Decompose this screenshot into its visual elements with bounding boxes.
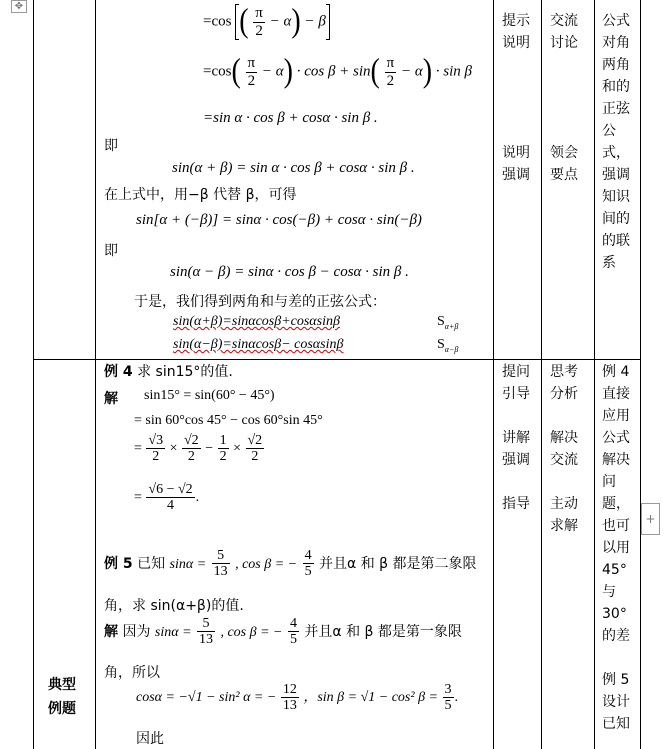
column-line — [502, 471, 530, 493]
column-line: 45° — [602, 562, 627, 578]
column-line — [550, 76, 578, 98]
column-line: 指导 — [502, 496, 530, 512]
equation-line-2: =cos( $\frac{\pi}{2}$ − α) · cos β + sin( $\frac{\pi}{2}$ − α) · sin β — [203, 52, 473, 90]
example-4-heading: 例 4 求 sin15°的值. — [104, 364, 233, 380]
column-line: 思考 — [550, 364, 578, 380]
column-line: 提问 — [502, 364, 530, 380]
column-line: 的差 — [602, 628, 630, 644]
sum-label: $S_{\alpha+\beta}$ — [437, 314, 459, 331]
table-border-left — [33, 0, 34, 749]
add-column-button[interactable]: + — [641, 503, 660, 535]
ji-label-2: 即 — [104, 243, 118, 259]
diff-label: $S_{\alpha-\beta}$ — [437, 337, 459, 354]
solution-4-line-4: = $\frac{√6 - √2}{4}$ . — [134, 482, 200, 514]
column-line: 正弦 — [602, 101, 630, 117]
column-line — [502, 54, 530, 76]
column-line: 领会 — [550, 145, 578, 161]
column-line — [550, 54, 578, 76]
column-line: 说明 — [502, 35, 530, 51]
example-5-line-2: 角，求 sin(α+β)的值. — [104, 598, 244, 614]
column-line: 交流 — [550, 452, 578, 468]
column-line: 公式 — [602, 430, 630, 446]
solution-5-line-3: cosα = −√1 − sin² α = − $\frac{12}{13}$ ，sin β = √1 − cos² β = $\frac{3}{5}$ . — [136, 682, 458, 714]
column-line: 强调 — [502, 167, 530, 183]
table-border-right — [640, 0, 641, 749]
column-divider-2 — [493, 0, 494, 749]
solution-5-line-1: 解 因为 sinα = $\frac{5}{13}$ , cos β = − $\frac{4}{5}$ 并且α 和 β 都是第一象限 — [104, 616, 462, 648]
replace-text: 在上式中，用−β 代替 β，可得 — [104, 187, 297, 203]
column-line: 引导 — [502, 386, 530, 402]
column-line: 知识 — [602, 189, 630, 205]
column-line — [602, 647, 630, 669]
diff-formula: sin(α − β) = sinα · cos β − cosα · sin β . — [170, 264, 409, 280]
column-line: 也可 — [602, 518, 630, 534]
column-line: 提示 — [502, 13, 530, 29]
table-move-handle[interactable]: ✥ — [11, 0, 27, 13]
column-divider-3 — [541, 0, 542, 749]
column-line: 公式 — [602, 13, 630, 29]
column-line: 讨论 — [550, 35, 578, 51]
therefore-text: 因此 — [136, 731, 164, 747]
column-line: 30° — [602, 606, 627, 622]
lower-intent-column — [602, 361, 630, 735]
column-line — [550, 120, 578, 142]
upper-intent-column — [602, 10, 630, 274]
column-line: 间的 — [602, 211, 630, 227]
column-line: 主动 — [550, 496, 578, 512]
column-line: 要点 — [550, 167, 578, 183]
example-5-line-1: 例 5 已知 sinα = $\frac{5}{13}$ , cos β = − $\frac{4}{5}$ 并且α 和 β 都是第二象限 — [104, 548, 477, 580]
solution-5-line-2: 角，所以 — [104, 665, 160, 681]
lower-teacher-column — [502, 361, 530, 515]
column-line: 例 5 — [602, 672, 630, 688]
column-line: 与 — [602, 584, 616, 600]
solution-4-label: 解 — [104, 391, 118, 407]
column-divider-4 — [594, 0, 595, 749]
sum-formula: sin(α + β) = sin α · cos β + cosα · sin β . — [172, 160, 415, 176]
column-line: 解决 — [550, 430, 578, 446]
equation-line-1: =cos ( $\frac{\pi}{2}$ − α) − β — [203, 4, 330, 40]
solution-4-line-2: = sin 60°cos 45° − cos 60°sin 45° — [134, 413, 323, 428]
column-line — [550, 405, 578, 427]
solution-4-line-3: = $\frac{√3}{2}$ × $\frac{√2}{2}$ − $\frac{1}{2}$ × $\frac{√2}{2}$ — [134, 433, 263, 465]
column-line: 对角 — [602, 35, 630, 51]
column-line: 设计 — [602, 694, 630, 710]
column-line: 强调 — [602, 167, 630, 183]
column-line: 分析 — [550, 386, 578, 402]
lower-student-column — [550, 361, 578, 537]
column-line: 公 — [602, 123, 616, 139]
column-line: 说明 — [502, 145, 530, 161]
column-line — [502, 405, 530, 427]
column-line: 求解 — [550, 518, 578, 534]
column-line: 式， — [602, 145, 630, 161]
column-line — [550, 98, 578, 120]
substitution-formula: sin[α + (−β)] = sinα · cos(−β) + cosα · sin(−β) — [136, 212, 422, 228]
conclusion-text: 于是，我们得到两角和与差的正弦公式： — [134, 294, 386, 310]
column-line — [550, 471, 578, 493]
column-line: 问 — [602, 474, 616, 490]
upper-student-column — [550, 10, 578, 186]
column-line: 直接 — [602, 386, 630, 402]
column-line: 讲解 — [502, 430, 530, 446]
column-line — [502, 120, 530, 142]
column-line — [502, 76, 530, 98]
column-line: 和的 — [602, 79, 630, 95]
upper-teacher-column — [502, 10, 530, 186]
section-label: 典型 例题 — [48, 677, 76, 717]
ji-label-1: 即 — [104, 138, 118, 154]
column-line: 题， — [602, 496, 630, 512]
column-line: 应用 — [602, 408, 630, 424]
column-line: 已知 — [602, 716, 630, 732]
column-line: 强调 — [502, 452, 530, 468]
column-line — [502, 98, 530, 120]
solution-4-line-1: sin15° = sin(60° − 45°) — [144, 388, 275, 403]
column-divider-1 — [95, 0, 96, 749]
column-line: 两角 — [602, 57, 630, 73]
compact-sum-formula: sin(α+β)=sinαcosβ+cosαsinβ — [173, 314, 340, 329]
compact-diff-formula: sin(α−β)=sinαcosβ− cosαsinβ — [173, 337, 344, 352]
column-line: 例 4 — [602, 364, 630, 380]
column-line: 交流 — [550, 13, 578, 29]
column-line: 的联 — [602, 233, 630, 249]
column-line: 系 — [602, 255, 616, 271]
row-divider — [33, 359, 641, 360]
column-line: 解决 — [602, 452, 630, 468]
column-line: 以用 — [602, 540, 630, 556]
equation-line-3: =sin α · cos β + cosα · sin β . — [203, 110, 378, 126]
